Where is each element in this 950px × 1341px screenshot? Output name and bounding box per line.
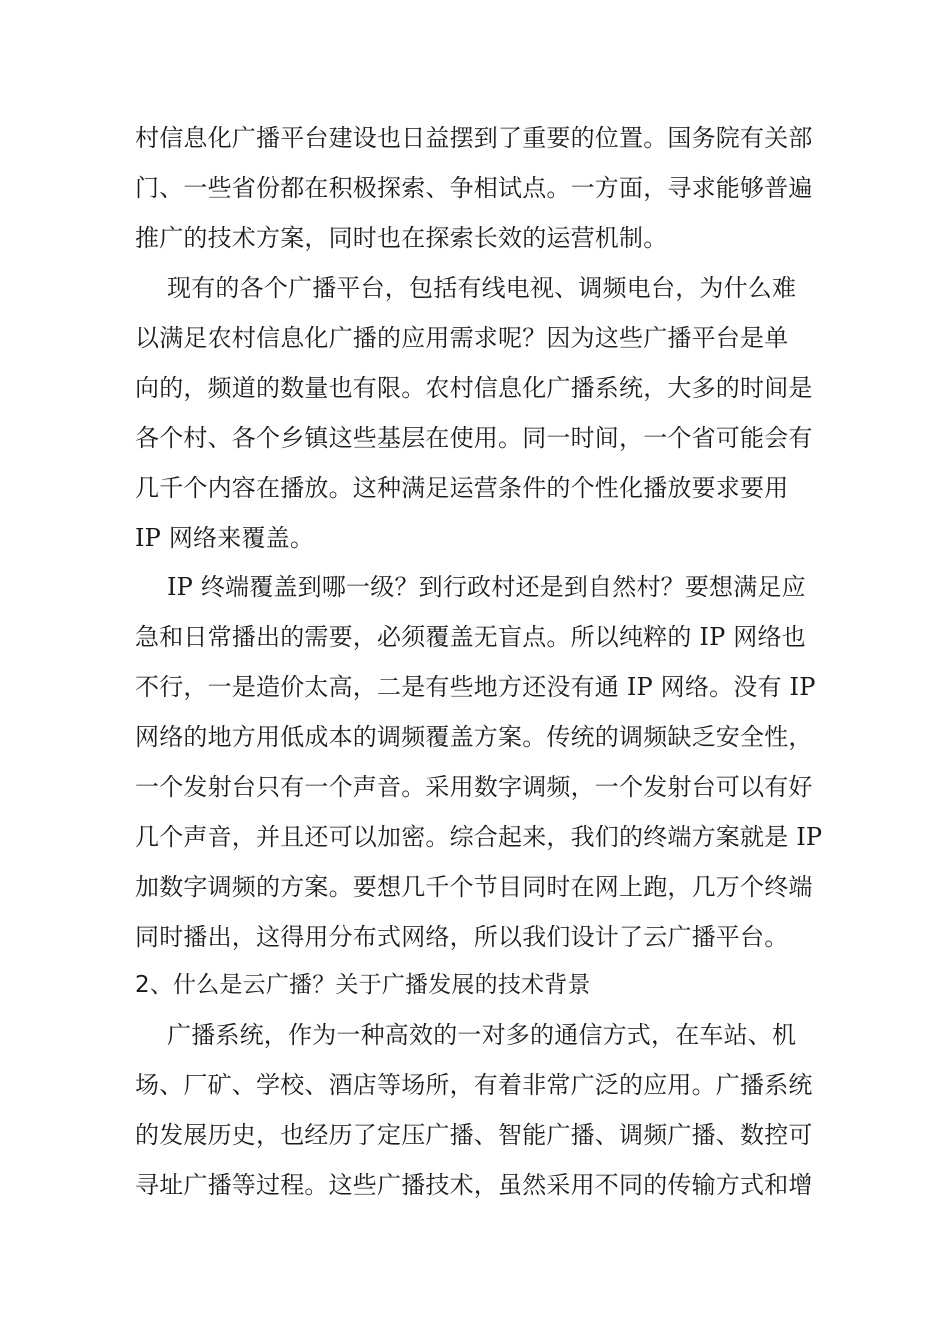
paragraph-first-line: 现有的各个广播平台，包括有线电视、调频电台，为什么难	[167, 274, 797, 302]
text-line: 村信息化广播平台建设也日益摆到了重要的位置。国务院有关部	[135, 124, 813, 152]
text-line: 几个声音，并且还可以加密。综合起来，我们的终端方案就是 IP	[135, 823, 823, 851]
text-line: 一个发射台只有一个声音。采用数字调频，一个发射台可以有好	[135, 773, 813, 801]
text-line: 同时播出，这得用分布式网络，所以我们设计了云广播平台。	[135, 923, 789, 951]
paragraph-first-line: 广播系统，作为一种高效的一对多的通信方式，在车站、机	[167, 1021, 797, 1049]
text-line: 网络的地方用低成本的调频覆盖方案。传统的调频缺乏安全性，	[135, 723, 813, 751]
text-line: 场、厂矿、学校、酒店等场所，有着非常广泛的应用。广播系统	[135, 1071, 813, 1099]
text-line: 以满足农村信息化广播的应用需求呢？因为这些广播平台是单	[135, 324, 789, 352]
text-line: 寻址广播等过程。这些广播技术，虽然采用不同的传输方式和增	[135, 1171, 813, 1199]
text-line: 不行，一是造价太高，二是有些地方还没有通 IP 网络。没有 IP	[135, 673, 816, 701]
text-line: 推广的技术方案，同时也在探索长效的运营机制。	[135, 224, 668, 252]
text-line: 急和日常播出的需要，必须覆盖无盲点。所以纯粹的 IP 网络也	[135, 623, 806, 651]
text-line: 几千个内容在播放。这种满足运营条件的个性化播放要求要用	[135, 474, 789, 502]
text-line: 门、一些省份都在积极探索、争相试点。一方面，寻求能够普遍	[135, 174, 813, 202]
text-line: 的发展历史，也经历了定压广播、智能广播、调频广播、数控可	[135, 1121, 813, 1149]
text-line: 加数字调频的方案。要想几千个节目同时在网上跑，几万个终端	[135, 873, 813, 901]
text-line: IP 网络来覆盖。	[135, 524, 315, 552]
paragraph-first-line: IP 终端覆盖到哪一级？到行政村还是到自然村？要想满足应	[167, 573, 806, 601]
text-line: 向的，频道的数量也有限。农村信息化广播系统，大多的时间是	[135, 374, 813, 402]
section-heading: 2、什么是云广播？关于广播发展的技术背景	[135, 972, 591, 998]
text-line: 各个村、各个乡镇这些基层在使用。同一时间，一个省可能会有	[135, 424, 813, 452]
